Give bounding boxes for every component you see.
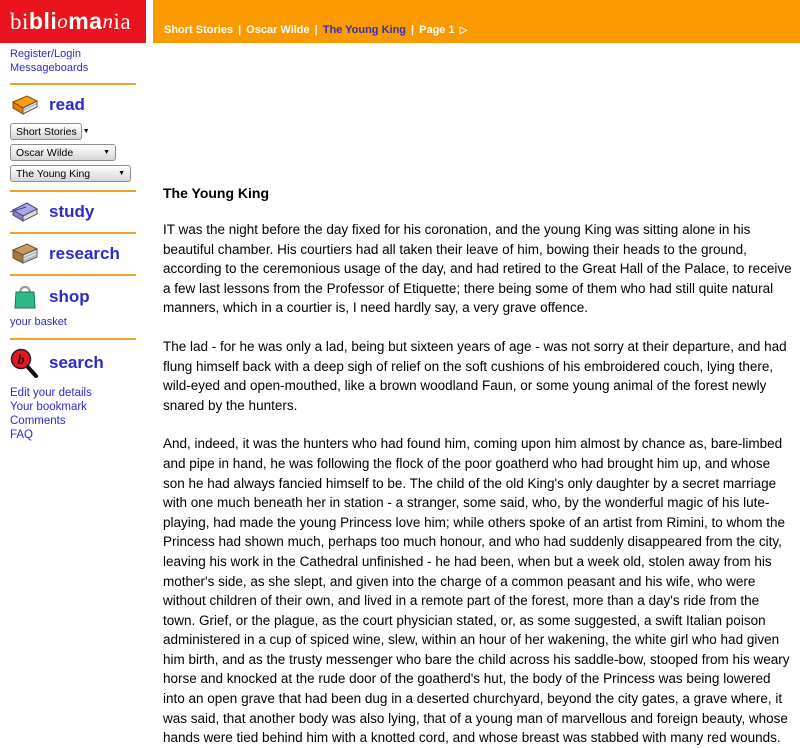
title-select[interactable] <box>10 165 131 182</box>
shopping-bag-icon <box>10 284 40 310</box>
breadcrumb <box>153 0 800 43</box>
select-value: Short Stories <box>16 125 77 138</box>
book-study-icon <box>10 200 40 224</box>
sidebar-item-shop[interactable] <box>10 284 136 310</box>
chevron-down-icon: ▼ <box>118 170 125 177</box>
breadcrumb-item-short-stories[interactable]: Short Stories <box>164 24 234 36</box>
reading-pane <box>163 43 792 748</box>
breadcrumb-separator: | <box>238 24 242 36</box>
author-select[interactable] <box>10 144 116 161</box>
page-title: The Young King <box>163 185 270 201</box>
logo-segment: ma <box>68 8 103 34</box>
sidebar-divider <box>10 190 136 192</box>
sidebar-item-study[interactable] <box>10 200 136 224</box>
logo-segment: o <box>57 9 69 33</box>
story-paragraph: IT was the night before the day fixed for his coronation, and the young King was sitting alone in his beautiful chamber. His courtiers had all taken their leave of him, bowing their heads to the ground, according to the ceremonious usage of the day, and had retired to the Great Hall of the Palace, to receive a few last lessons from the Professor of Etiquette; there being some of them who had still quite natural manners, which in a courtier is, I need hardly say, a very grave offence. <box>163 222 792 316</box>
magnifier-icon <box>10 348 40 378</box>
sidebar-item-label: read <box>49 95 85 114</box>
sidebar-link-your-basket[interactable]: your basket <box>10 316 67 328</box>
book-research-icon <box>10 242 40 266</box>
sidebar-link-faq[interactable]: FAQ <box>10 428 34 441</box>
book-read-icon <box>10 93 40 117</box>
breadcrumb-item-the-young-king[interactable]: The Young King <box>322 24 407 36</box>
sidebar-item-search[interactable] <box>10 348 136 378</box>
breadcrumb-item-page-1[interactable]: Page 1 <box>419 24 455 36</box>
sidebar-divider <box>10 83 136 85</box>
story-paragraph: The lad - for he was only a lad, being but sixteen years of age - was not sorry at their departure, and had flung himself back with a deep sigh of relief on the soft cushions of his embroidered couch, lying there, wild-eyed and open-mouthed, like a brown woodland Faun, or some young animal of the forest newly snared by the hunters. <box>163 338 787 413</box>
breadcrumb-separator: | <box>411 24 415 36</box>
story-paragraph: And, indeed, it was the hunters who had found him, coming upon him almost by chance as, bare-limbed and pipe in hand, he was following the flock of the poor goatherd who had brought him up, and whose son he had always fancied himself to be. The child of the old King's only daughter by a secret marriage with one much beneath her in station - a stranger, some said, who, by the wonderful magic of his lute- playing, had made the young Princess love him; while others spoke of an artist from Rimini, to whom the Princess had shown much, perhaps too much honour, and who had suddenly disappeared from the city, leaving his work in the Cathedral unfinished - he had been, when but a week old, stolen away from his mother's side, as she slept, and given into the charge of a common peasant and his wife, who were without children of their own, and lived in a remote part of the forest, more than a day's ride from the town. Grief, or the plague, as the court physician stated, or, as some suggested, a swift Italian poison administered in a cup of spiced wine, slew, within an hour of her wakening, the white girl who had given him birth, and as the trusty messenger who bare the child across his saddle-bow, stooped from his weary horse and knocked at the rude door of the goatherd's hut, the body of the Princess was being lowered into an open grave that had been dug in a deserted churchyard, beyond the city gates, a grave where, it was said, that another body was also lying, that of a young man of marvellous and foreign beauty, whose hands were tied behind him with a knotted cord, and whose breast was stabbed with many red wounds. <box>163 436 790 746</box>
next-page-icon[interactable]: ▷ <box>459 25 468 36</box>
sidebar-divider <box>10 338 136 340</box>
chevron-down-icon: ▼ <box>82 128 90 135</box>
sidebar-divider <box>10 232 136 234</box>
sidebar <box>10 48 136 442</box>
category-select[interactable] <box>10 123 90 140</box>
sidebar-item-label: study <box>49 202 95 221</box>
select-value: Oscar Wilde <box>16 146 74 159</box>
top-header <box>0 0 800 43</box>
sidebar-item-label: shop <box>49 287 90 306</box>
sidebar-link-your-bookmark[interactable]: Your bookmark <box>10 400 87 413</box>
sidebar-item-research[interactable] <box>10 242 136 266</box>
logo-segment: n <box>102 9 114 33</box>
logo-segment: bli <box>28 8 58 34</box>
sidebar-bottom-links <box>10 386 136 442</box>
logo-segment: bi <box>10 8 29 34</box>
chevron-down-icon: ▼ <box>103 149 110 156</box>
sidebar-link-messageboards[interactable]: Messageboards <box>10 61 89 74</box>
select-value: The Young King <box>16 167 91 180</box>
breadcrumb-separator: | <box>314 24 318 36</box>
svg-text:b: b <box>17 352 25 368</box>
bibliomania-logo[interactable] <box>0 0 146 43</box>
sidebar-item-label: search <box>49 352 104 372</box>
sidebar-divider <box>10 274 136 276</box>
breadcrumb-item-oscar-wilde[interactable]: Oscar Wilde <box>246 24 310 36</box>
sidebar-link-edit-your-details[interactable]: Edit your details <box>10 386 92 399</box>
sidebar-item-label: research <box>49 244 120 263</box>
logo-segment: ia <box>113 8 132 34</box>
sidebar-link-comments[interactable]: Comments <box>10 414 66 427</box>
sidebar-link-register-login[interactable]: Register/Login <box>10 48 81 60</box>
sidebar-item-read[interactable] <box>10 93 136 117</box>
